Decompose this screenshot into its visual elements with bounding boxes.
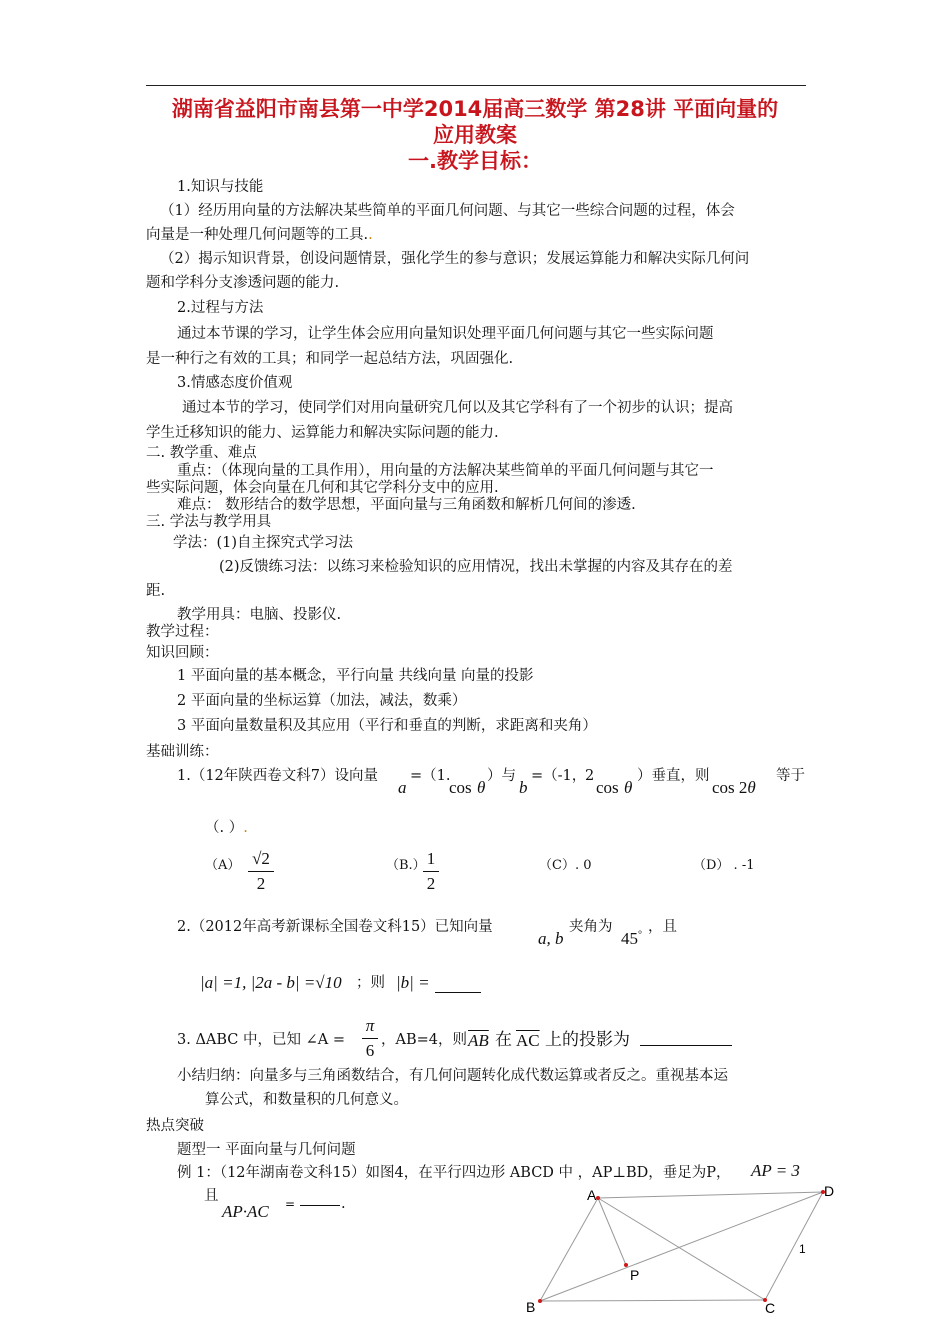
question-text: ）与 (487, 768, 516, 784)
paragraph: 通过本节的学习，使同学们对用向量研究几何以及其它学科有了一个初步的认识；提高 (182, 400, 733, 416)
section-heading: 三. 学法与教学用具 (146, 514, 272, 530)
math-eq: = (285, 1197, 296, 1211)
question-text: 等于 (776, 768, 805, 784)
paragraph: 教学用具：电脑、投影仪. (177, 607, 342, 623)
math-condition: |a| =1, |2a - b| =√10 (200, 973, 342, 992)
option-b-label: （B.） (386, 858, 426, 873)
edge-ab (540, 1198, 598, 1301)
option-d: （D） . -1 (693, 858, 755, 873)
heading-knowledge: 1.知识与技能 (177, 179, 264, 195)
question-text: 夹角为 (569, 919, 613, 935)
question-text: ，且 (648, 919, 677, 935)
label-c: C (765, 1300, 776, 1316)
label-one: 1 (799, 1242, 806, 1256)
question-text: ，AB=4，则 (381, 1032, 468, 1048)
label-b: B (526, 1299, 536, 1315)
paragraph: 是一种行之有效的工具；和同学一起总结方法，巩固强化. (146, 351, 514, 367)
paragraph: 题和学科分支渗透问题的能力. (146, 275, 340, 291)
question-1-text: 1.（12年陕西卷文科7）设向量 (177, 768, 379, 784)
point-b (538, 1299, 542, 1303)
section-heading-objectives: 一.教学目标： (408, 149, 542, 173)
label: 教学过程： (146, 624, 219, 640)
answer-blank (435, 975, 481, 993)
diagonal-bd (540, 1192, 823, 1301)
point-a (596, 1196, 600, 1200)
parallelogram-figure (520, 1180, 850, 1320)
edge-ad (598, 1192, 823, 1198)
math-result: |b| = (396, 973, 430, 992)
vector-ab: $\overline{AB}$ (468, 1031, 489, 1050)
math-angle: 45° (621, 929, 642, 948)
point-p (624, 1263, 628, 1267)
summary-text: 算公式，和数量积的几何意义。 (205, 1092, 408, 1108)
paragraph: (2)反馈练习法：以练习来检验知识的应用情况，找出未掌握的内容及其存在的差 (219, 559, 733, 575)
answer-paren: （. ）. (205, 820, 248, 836)
fraction-sqrt2-over-2: √2 2 (248, 849, 274, 894)
question-text: . (341, 1196, 346, 1212)
question-text: 2 (585, 768, 595, 784)
heading-values: 3.情感态度价值观 (177, 375, 293, 391)
paragraph: 些实际问题，体会向量在几何和其它学科分支中的应用. (146, 480, 499, 496)
question-text: ；则 (356, 975, 385, 991)
paragraph: 距. (146, 583, 166, 599)
section-heading: 热点突破 (146, 1118, 204, 1134)
question-text: 在 (495, 1030, 512, 1050)
label-a: A (587, 1187, 597, 1203)
question-text: 上的投影为 (545, 1030, 630, 1050)
example-text: 例 1：（12年湖南卷文科15）如图4，在平行四边形 ABCD 中 ，AP⊥BD，垂足为P， (177, 1165, 731, 1181)
label: 基础训练： (146, 744, 219, 760)
fraction-1-over-2: 1 2 (423, 849, 439, 894)
math-cos: cos (596, 778, 619, 797)
math-cos: cos (449, 778, 472, 797)
option-a-label: （A） (205, 858, 241, 873)
math-theta: θ (624, 778, 633, 797)
paragraph: 通过本节课的学习，让学生体会应用向量知识处理平面几何问题与其它一些实际问题 (177, 326, 714, 342)
option-c: （C）. 0 (539, 858, 592, 873)
edge-cd (765, 1192, 823, 1300)
label: 知识回顾： (146, 645, 219, 661)
label-p: P (630, 1267, 640, 1283)
type-heading: 题型一 平面向量与几何问题 (177, 1142, 356, 1158)
question-3-text: 3. ΔABC 中，已知 ∠A = (177, 1032, 346, 1048)
paragraph: （2）揭示知识背景，创设问题情景，强化学生的参与意识；发展运算能力和解决实际几何问 (160, 251, 750, 267)
doc-title-line1: 湖南省益阳市南县第一中学2014届高三数学 第28讲 平面向量的 (171, 97, 779, 121)
paragraph: 学生迁移知识的能力、运算能力和解决实际问题的能力. (146, 425, 499, 441)
segment-ap (598, 1198, 626, 1265)
fraction-pi-over-6: π 6 (362, 1016, 378, 1061)
paragraph: 向量是一种处理几何问题等的工具.. (146, 227, 373, 243)
top-rule (146, 85, 806, 86)
vector-ac: $\overline{AC}$ (516, 1031, 540, 1050)
label-d: D (824, 1183, 835, 1199)
question-text: 且 (204, 1188, 219, 1204)
list-item: 1 平面向量的基本概念，平行向量 共线向量 向量的投影 (177, 668, 534, 684)
math-theta: θ (477, 778, 486, 797)
list-item: 2 平面向量的坐标运算（加法，减法，数乘） (177, 693, 467, 709)
question-2-text: 2.（2012年高考新课标全国卷文科15）已知向量 (177, 919, 493, 935)
list-item: 3 平面向量数量积及其应用（平行和垂直的判断，求距离和夹角） (177, 718, 597, 734)
math-a: a (398, 778, 407, 797)
math-cos2theta: cos 2θ (712, 778, 756, 797)
summary-text: 小结归纳：向量多与三角函数结合，有几何问题转化成代数运算或者反之。重视基本运 (177, 1068, 728, 1084)
answer-blank (640, 1028, 732, 1046)
doc-title-line2: 应用教案 (433, 123, 517, 147)
paragraph: 重点：（体现向量的工具作用），用向量的方法解决某些简单的平面几何问题与其它一 (177, 463, 714, 479)
heading-process: 2.过程与方法 (177, 300, 264, 316)
math-b: b (519, 778, 528, 797)
paragraph: 难点： 数形结合的数学思想，平面向量与三角函数和解析几何间的渗透. (177, 497, 636, 513)
question-text: ）垂直，则 (637, 768, 710, 784)
section-heading: 二. 教学重、难点 (146, 445, 257, 461)
math-ab: a, b (538, 929, 564, 948)
math-apac: AP·AC (222, 1202, 269, 1221)
question-text: =（-1， (531, 768, 587, 784)
edge-bc (540, 1300, 765, 1301)
paragraph: 学法：(1)自主探究式学习法 (173, 535, 354, 551)
math-ap: AP = 3 (751, 1161, 800, 1180)
question-text: =（1. (410, 768, 451, 784)
answer-blank (300, 1197, 340, 1206)
paragraph: （1）经历用向量的方法解决某些简单的平面几何问题、与其它一些综合问题的过程，体会 (160, 203, 735, 219)
diagonal-ac (598, 1198, 765, 1300)
